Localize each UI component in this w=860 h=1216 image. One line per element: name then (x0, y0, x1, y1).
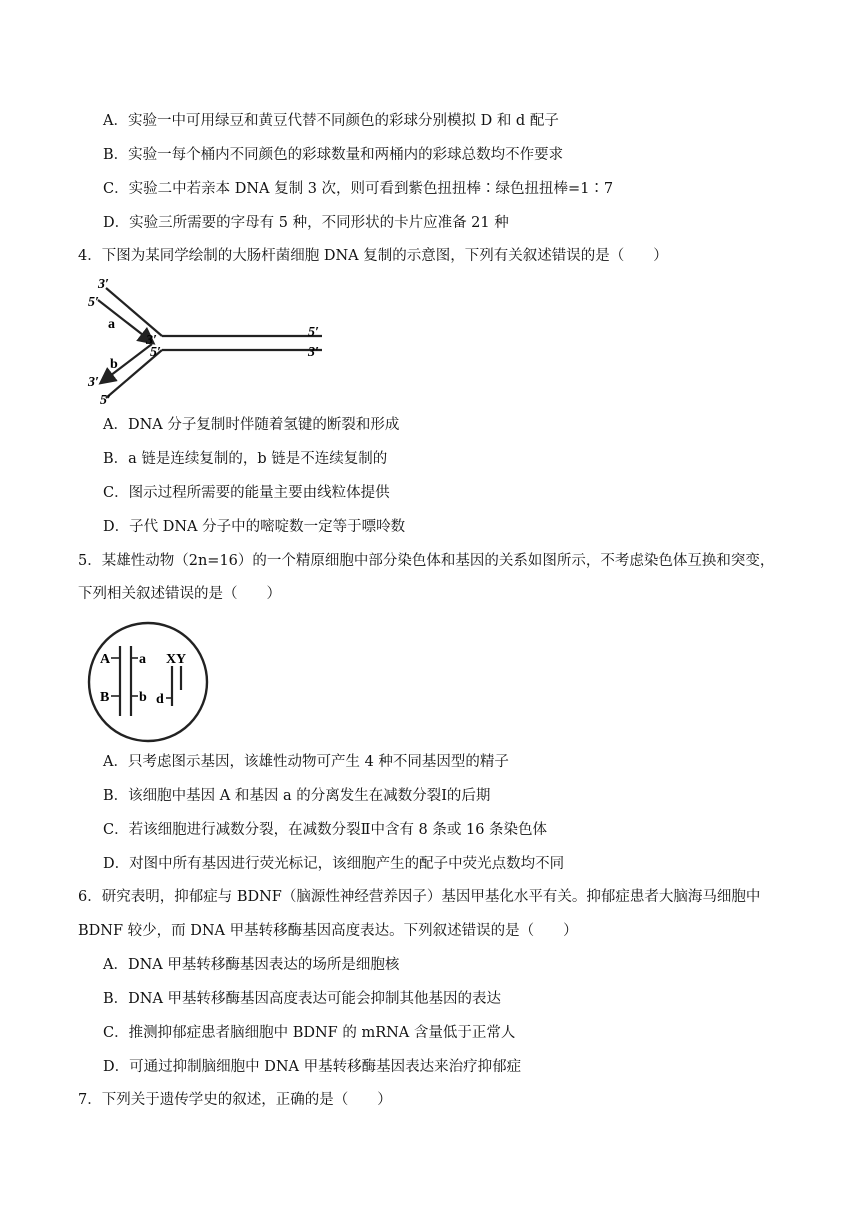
gene-a-label: a (139, 652, 146, 667)
dna-replication-diagram (84, 270, 334, 410)
label-bottom-5prime: 5′ (100, 393, 111, 408)
label-center-5prime: 5′ (150, 345, 161, 360)
q6-option-b: B．DNA 甲基转移酶基因高度表达可能会抑制其他基因的表达 (103, 991, 502, 1007)
q3-option-a: A．实验一中可用绿豆和黄豆代替不同颜色的彩球分别模拟 D 和 d 配子 (103, 113, 559, 129)
q3-option-b: B．实验一每个桶内不同颜色的彩球数量和两桶内的彩球总数均不作要求 (103, 147, 564, 163)
q4-option-d: D．子代 DNA 分子中的嘧啶数一定等于嘌呤数 (103, 519, 406, 535)
chromosome-y-label: Y (176, 652, 187, 667)
q6-stem-line1: 6．研究表明，抑郁症与 BDNF（脑源性神经营养因子）基因甲基化水平有关。抑郁症患者大脑海马细胞中 (78, 889, 761, 905)
gene-B-label: B (100, 690, 110, 705)
q6-option-a: A．DNA 甲基转移酶基因表达的场所是细胞核 (103, 957, 400, 973)
label-top-5prime: 5′ (88, 295, 99, 310)
chromosome-x-label: X (166, 652, 177, 667)
q3-option-d: D．实验三所需要的字母有 5 种，不同形状的卡片应准备 21 种 (103, 215, 509, 231)
q5-stem-line1: 5．某雄性动物（2n=16）的一个精原细胞中部分染色体和基因的关系如图所示，不考虑染色体互换和突变， (78, 553, 775, 569)
cell-chromosome-diagram (84, 620, 214, 744)
label-right-3prime: 3′ (308, 345, 319, 360)
q6-stem-line2: BDNF 较少，而 DNA 甲基转移酶基因高度表达。下列叙述错误的是（ ） (78, 923, 578, 939)
label-strand-a: a (108, 317, 115, 332)
q5-option-a: A．只考虑图示基因，该雄性动物可产生 4 种不同基因型的精子 (103, 754, 509, 770)
q4-option-c: C．图示过程所需要的能量主要由线粒体提供 (103, 485, 390, 501)
q5-option-b: B．该细胞中基因 A 和基因 a 的分离发生在减数分裂Ⅰ的后期 (103, 788, 491, 804)
label-center-3prime: 3′ (146, 333, 157, 348)
q5-option-d: D．对图中所有基因进行荧光标记，该细胞产生的配子中荧光点数均不同 (103, 856, 565, 872)
q4-stem: 4．下图为某同学绘制的大肠杆菌细胞 DNA 复制的示意图，下列有关叙述错误的是（ ） (78, 248, 668, 264)
label-bottom-3prime: 3′ (88, 375, 99, 390)
cell-outline (89, 623, 207, 741)
label-top-3prime: 3′ (98, 277, 109, 292)
q3-option-c: C．实验二中若亲本 DNA 复制 3 次，则可看到紫色扭扭棒∶绿色扭扭棒=1∶7 (103, 181, 614, 197)
label-strand-b: b (110, 357, 118, 372)
q7-stem: 7．下列关于遗传学史的叙述，正确的是（ ） (78, 1092, 392, 1108)
gene-A-label: A (100, 652, 111, 667)
gene-d-label: d (156, 692, 164, 707)
q6-option-c: C．推测抑郁症患者脑细胞中 BDNF 的 mRNA 含量低于正常人 (103, 1025, 516, 1041)
q4-option-a: A．DNA 分子复制时伴随着氢键的断裂和形成 (103, 417, 400, 433)
label-right-5prime: 5′ (308, 325, 319, 340)
q5-stem-line2: 下列相关叙述错误的是（ ） (78, 586, 281, 602)
gene-b-label: b (139, 690, 147, 705)
q5-option-c: C．若该细胞进行减数分裂，在减数分裂Ⅱ中含有 8 条或 16 条染色体 (103, 822, 548, 838)
q4-option-b: B．a 链是连续复制的，b 链是不连续复制的 (103, 451, 388, 467)
q6-option-d: D．可通过抑制脑细胞中 DNA 甲基转移酶基因表达来治疗抑郁症 (103, 1059, 522, 1075)
